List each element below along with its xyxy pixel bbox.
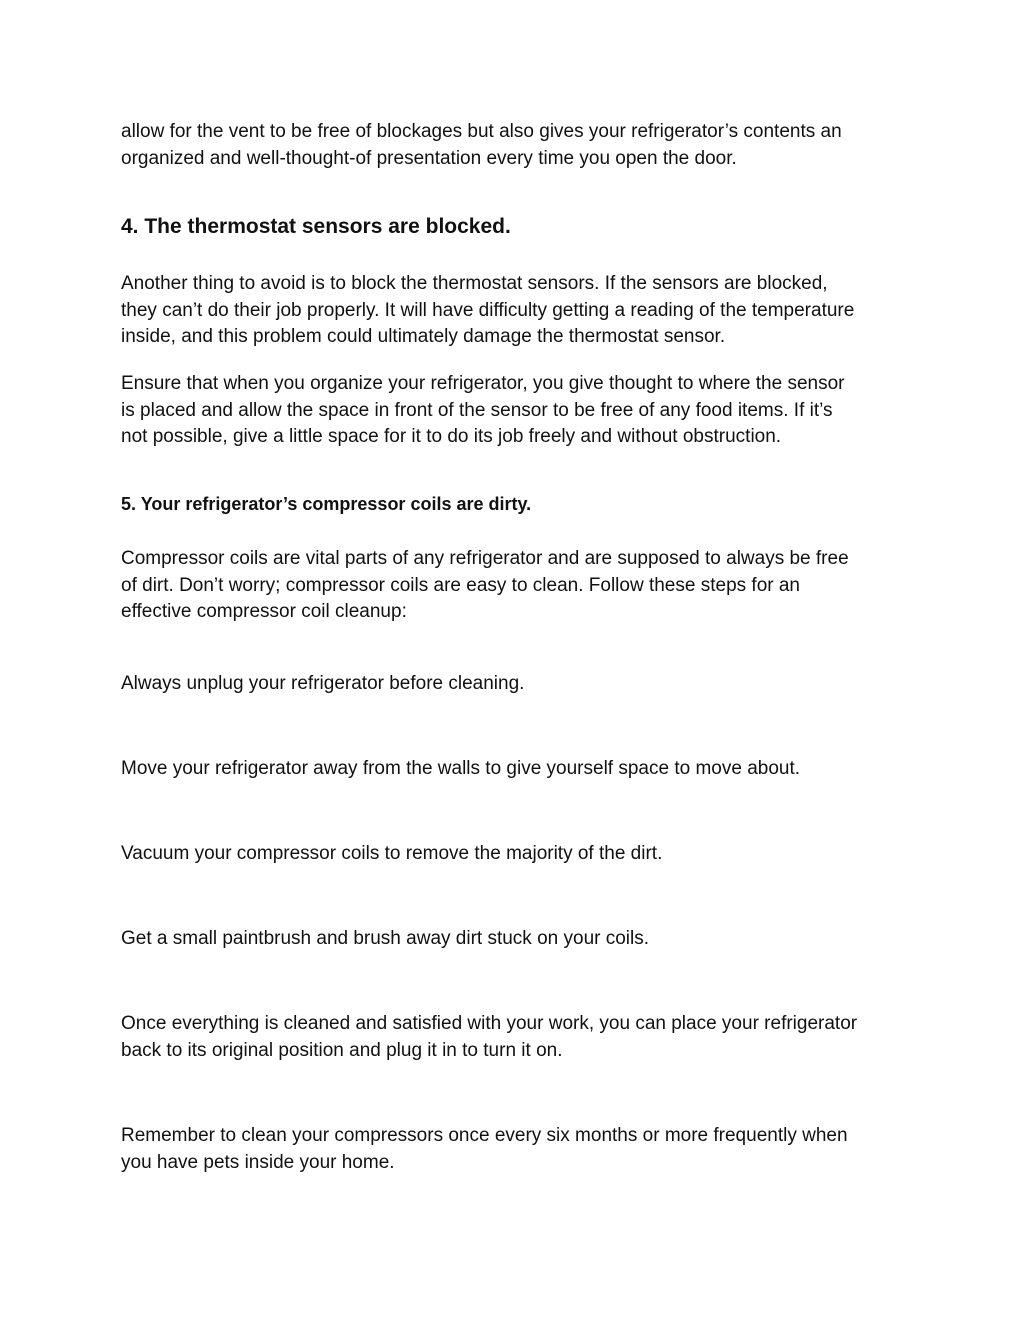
section-4-paragraph-2 [121, 371, 911, 451]
text-line: inside, and this problem could ultimately damage the thermostat sensor. [121, 326, 726, 347]
section-5-heading: 5. Your refrigerator’s compressor coils are dirty. [121, 494, 532, 514]
text-line: Ensure that when you organize your refrigerator, you give thought to where the sensor [121, 373, 845, 394]
cleaning-step [121, 841, 911, 868]
text-line: you have pets inside your home. [121, 1151, 395, 1173]
cleaning-step [121, 926, 911, 953]
text-line: allow for the vent to be free of blockages but also gives your refrigerator’s contents an [121, 121, 842, 142]
text-line: not possible, give a little space for it to do its job freely and without obstruction. [121, 426, 782, 447]
text-line: back to its original position and plug it in to turn it on. [121, 1039, 563, 1061]
text-line: Another thing to avoid is to block the thermostat sensors. If the sensors are blocked, [121, 273, 828, 294]
text-line: Compressor coils are vital parts of any refrigerator and are supposed to always be free [121, 548, 849, 569]
text-line: Move your refrigerator away from the walls to give yourself space to move about. [121, 758, 801, 779]
text-line: they can’t do their job properly. It will have difficulty getting a reading of the temperature [121, 299, 855, 321]
cleaning-step [121, 756, 911, 783]
text-line: is placed and allow the space in front of the sensor to be free of any food items. If it’s [121, 399, 833, 421]
text-line: effective compressor coil cleanup: [121, 601, 407, 622]
closing-paragraph [121, 1123, 911, 1176]
text-line: of dirt. Don’t worry; compressor coils are easy to clean. Follow these steps for an [121, 574, 800, 596]
cleaning-step [121, 1011, 911, 1064]
text-line: Once everything is cleaned and satisfied with your work, you can place your refrigerator [121, 1013, 858, 1034]
text-line: Always unplug your refrigerator before cleaning. [121, 673, 525, 694]
text-line: Vacuum your compressor coils to remove the majority of the dirt. [121, 843, 663, 864]
intro-paragraph [121, 119, 911, 172]
text-line: Remember to clean your compressors once every six months or more frequently when [121, 1125, 848, 1146]
text-line: Get a small paintbrush and brush away dirt stuck on your coils. [121, 928, 650, 949]
text-line: organized and well-thought-of presentation every time you open the door. [121, 147, 737, 169]
cleaning-step [121, 671, 911, 698]
section-5-paragraph-1 [121, 546, 911, 626]
section-4-heading: 4. The thermostat sensors are blocked. [121, 215, 511, 238]
section-4-paragraph-1 [121, 271, 911, 351]
